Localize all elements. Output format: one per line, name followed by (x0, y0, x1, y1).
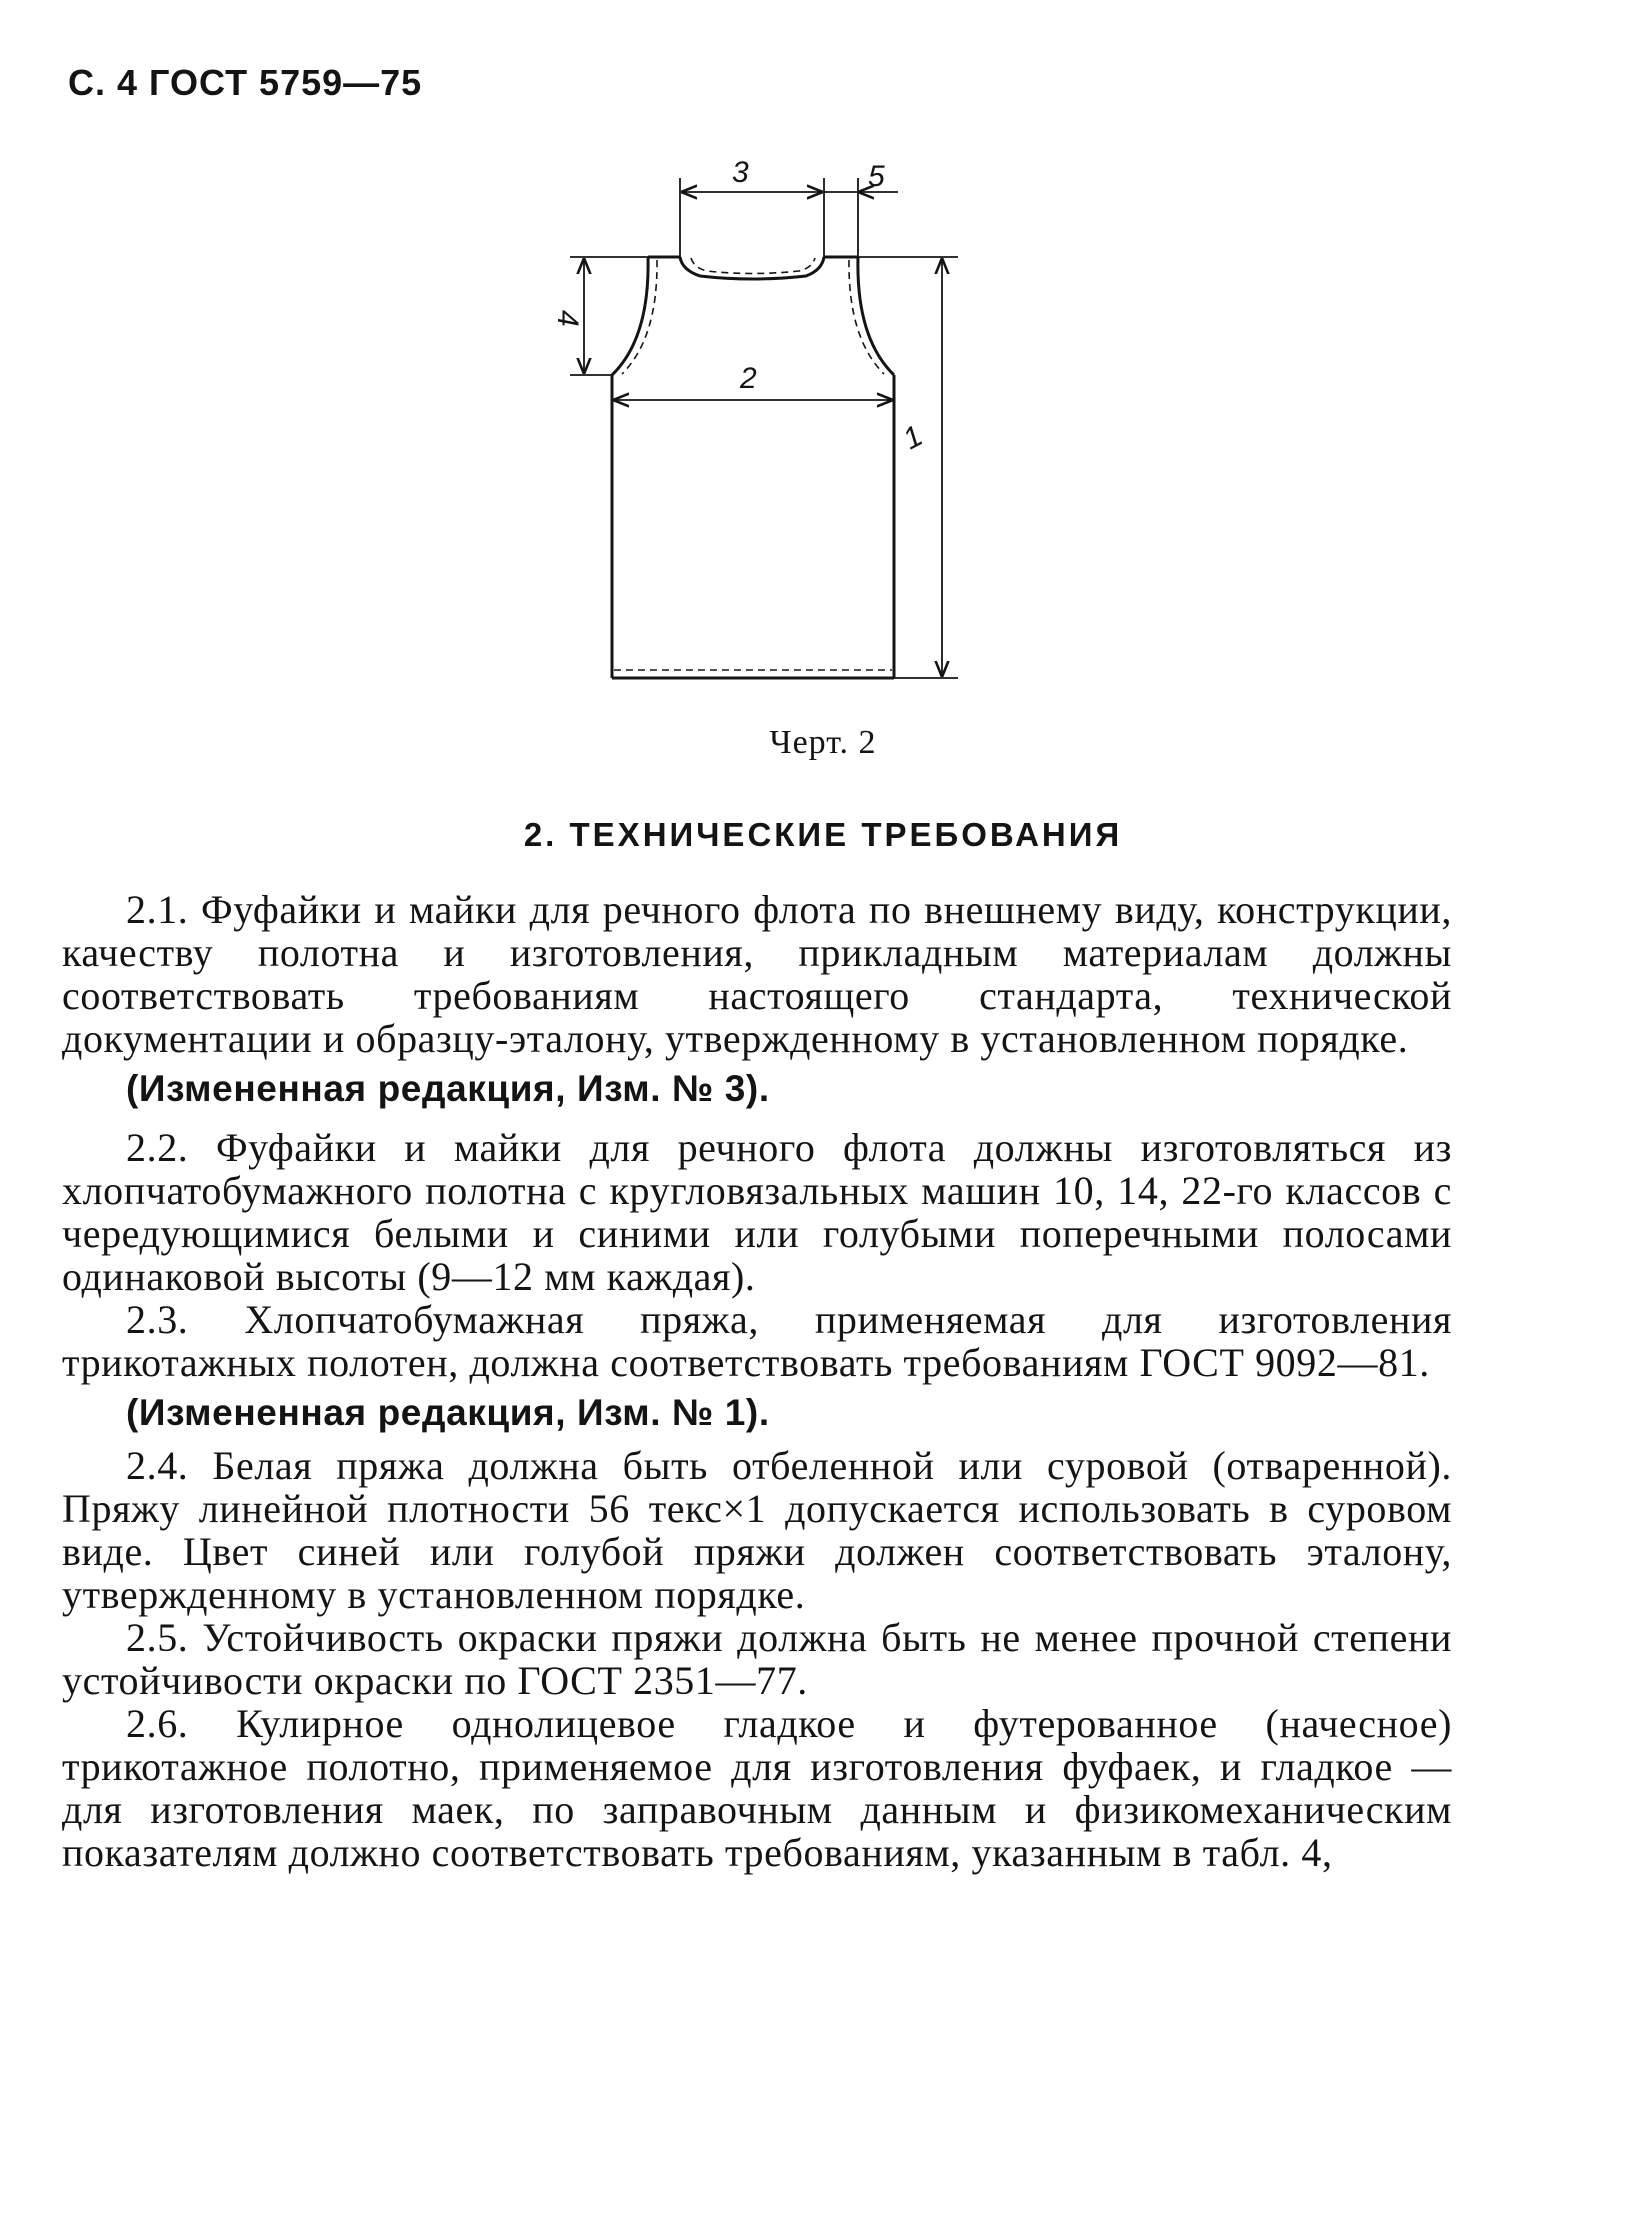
dim-label-1: 1 (897, 419, 929, 457)
dim-label-4: 4 (551, 310, 584, 327)
section-body (62, 888, 1452, 1874)
seam-lines (614, 258, 892, 670)
dim-label-3: 3 (732, 156, 749, 189)
paragraph-2-4: 2.4. Белая пряжа должна быть отбеленной или суровой (отваренной). Пряжу линейной плотности 56 текс×1 допускается использовать в суровом виде. Цвет синей или голубой пряжи должен соответствовать эталону, утвержденному в установленном порядке. (62, 1443, 1452, 1617)
paragraph-2-1: 2.1. Фуфайки и майки для речного флота по внешнему виду, конструкции, качеству полотна и изготовления, прикладным материалам должны соответствовать требованиям настоящего стандарта, технической документации и образцу-эталону, утвержденному в установленном порядке. (62, 887, 1452, 1061)
paragraph-2-2: 2.2. Фуфайки и майки для речного флота должны изготовляться из хлопчатобумажного полотна с кругловязальных машин 10, 14, 22-го классов с чередующимися белыми и синими или голубыми поперечными полосами одинаковой высоты (9—12 мм каждая). (62, 1125, 1452, 1299)
tank-top-drawing (500, 150, 1000, 710)
amendment-note-1: (Измененная редакция, Изм. № 1). (126, 1392, 770, 1433)
paragraph-2-3: 2.3. Хлопчатобумажная пряжа, применяемая для изготовления трикотажных полотен, должна соответствовать требованиям ГОСТ 9092—81. (62, 1297, 1452, 1385)
paragraph-2-6: 2.6. Кулирное однолицевое гладкое и футерованное (начесное) трикотажное полотно, применяемое для изготовления фуфаек, и гладкое — для изготовления маек, по заправочным данным и физикомеханическим показателям должно соответствовать требованиям, указанным в табл. 4, (62, 1701, 1452, 1875)
dim-label-2: 2 (740, 362, 757, 395)
paragraph-2-5: 2.5. Устойчивость окраски пряжи должна быть не менее прочной степени устойчивости окраски по ГОСТ 2351—77. (62, 1615, 1452, 1703)
garment-outline (612, 257, 894, 678)
drawing-svg (500, 150, 1000, 710)
section-title: 2. ТЕХНИЧЕСКИЕ ТРЕБОВАНИЯ (523, 816, 1123, 853)
dim-label-5: 5 (868, 160, 885, 193)
page-header: С. 4 ГОСТ 5759—75 (68, 62, 423, 103)
amendment-note-3: (Измененная редакция, Изм. № 3). (126, 1068, 770, 1109)
dimension-lines (584, 192, 942, 677)
figure-caption: Черт. 2 (769, 724, 877, 761)
